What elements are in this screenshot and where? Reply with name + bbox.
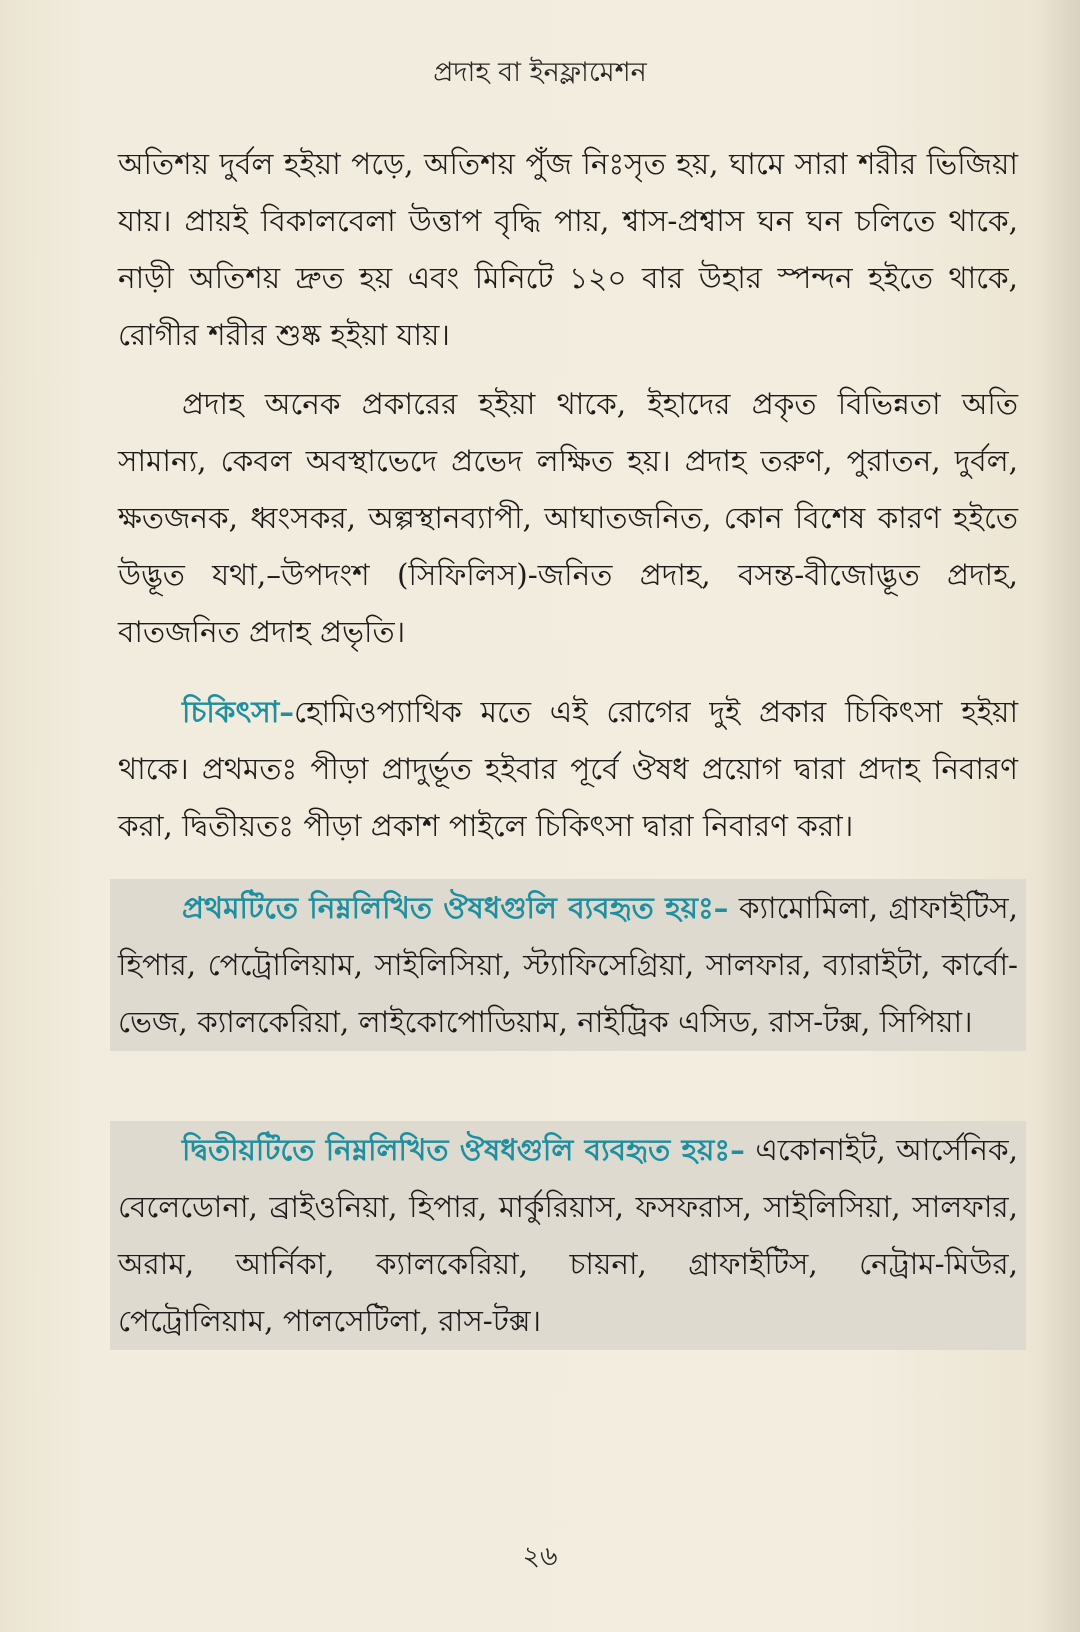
page-body — [118, 136, 1018, 1350]
preventive-remedies-heading: প্রথমটিতে নিম্নলিখিত ঔষধগুলি ব্যবহৃত হয়ঃ– — [182, 890, 729, 925]
paragraph-symptoms: অতিশয় দুর্বল হইয়া পড়ে, অতিশয় পুঁজ নিঃসৃত হয়, ঘামে সারা শরীর ভিজিয়া যায়। প্রায়ই বিকালবেলা উত্তাপ বৃদ্ধি পায়, শ্বাস-প্রশ্বাস ঘন ঘন চলিতে থাকে, নাড়ী অতিশয় দ্রুত হয় এবং মিনিটে ১২০ বার উহার স্পন্দন হইতে থাকে, রোগীর শরীর শুষ্ক হইয়া যায়। — [118, 147, 1018, 352]
paragraph-treatment — [118, 683, 1018, 855]
preventive-remedies-list: ক্যামোমিলা, গ্রাফাইটিস, হিপার, পেট্রোলিয়াম, সাইলিসিয়া, স্ট্যাফিসেগ্রিয়া, সালফার, ব্যারাইটা, কার্বো-ভেজ, ক্যালকেরিয়া, লাইকোপোডিয়াম, নাইট্রিক এসিড, রাস-টক্স, সিপিয়া। — [118, 891, 1018, 1039]
treatment-heading: চিকিৎসা– — [182, 694, 294, 729]
curative-remedies-heading: দ্বিতীয়টিতে নিম্নলিখিত ঔষধগুলি ব্যবহৃত হয়ঃ– — [182, 1132, 745, 1167]
curative-remedies-list: একোনাইট, আর্সেনিক, বেলেডোনা, ব্রাইওনিয়া, হিপার, মার্কুরিয়াস, ফসফরাস, সাইলিসিয়া, সালফার, অরাম, আর্নিকা, ক্যালকেরিয়া, চায়না, গ্রাফাইটিস, নেট্রাম-মিউর, পেট্রোলিয়াম, পালসেটিলা, রাস-টক্স। — [118, 1133, 1018, 1338]
treatment-text: হোমিওপ্যাথিক মতে এই রোগের দুই প্রকার চিকিৎসা হইয়া থাকে। প্রথমতঃ পীড়া প্রাদুর্ভূত হইবার পূর্বে ঔষধ প্রয়োগ দ্বারা প্রদাহ নিবারণ করা, দ্বিতীয়তঃ পীড়া প্রকাশ পাইলে চিকিৎসা দ্বারা নিবারণ করা। — [118, 695, 1018, 843]
paragraph-curative-remedies — [110, 1121, 1026, 1350]
paragraph-types: প্রদাহ অনেক প্রকারের হইয়া থাকে, ইহাদের প্রকৃত বিভিন্নতা অতি সামান্য, কেবল অবস্থাভেদে প্রভেদ লক্ষিত হয়। প্রদাহ তরুণ, পুরাতন, দুর্বল, ক্ষতজনক, ধ্বংসকর, অল্পস্থানব্যাপী, আঘাতজনিত, কোন বিশেষ কারণ হইতে উদ্ভূত যথা,–উপদংশ (সিফিলিস)-জনিত প্রদাহ, বসন্ত-বীজোদ্ভূত প্রদাহ, বাতজনিত প্রদাহ প্রভৃতি। — [118, 387, 1018, 649]
page-number: ২৬ — [522, 1541, 558, 1572]
running-head: প্রদাহ বা ইনফ্লামেশন — [433, 57, 647, 88]
paragraph-preventive-remedies — [110, 879, 1026, 1051]
